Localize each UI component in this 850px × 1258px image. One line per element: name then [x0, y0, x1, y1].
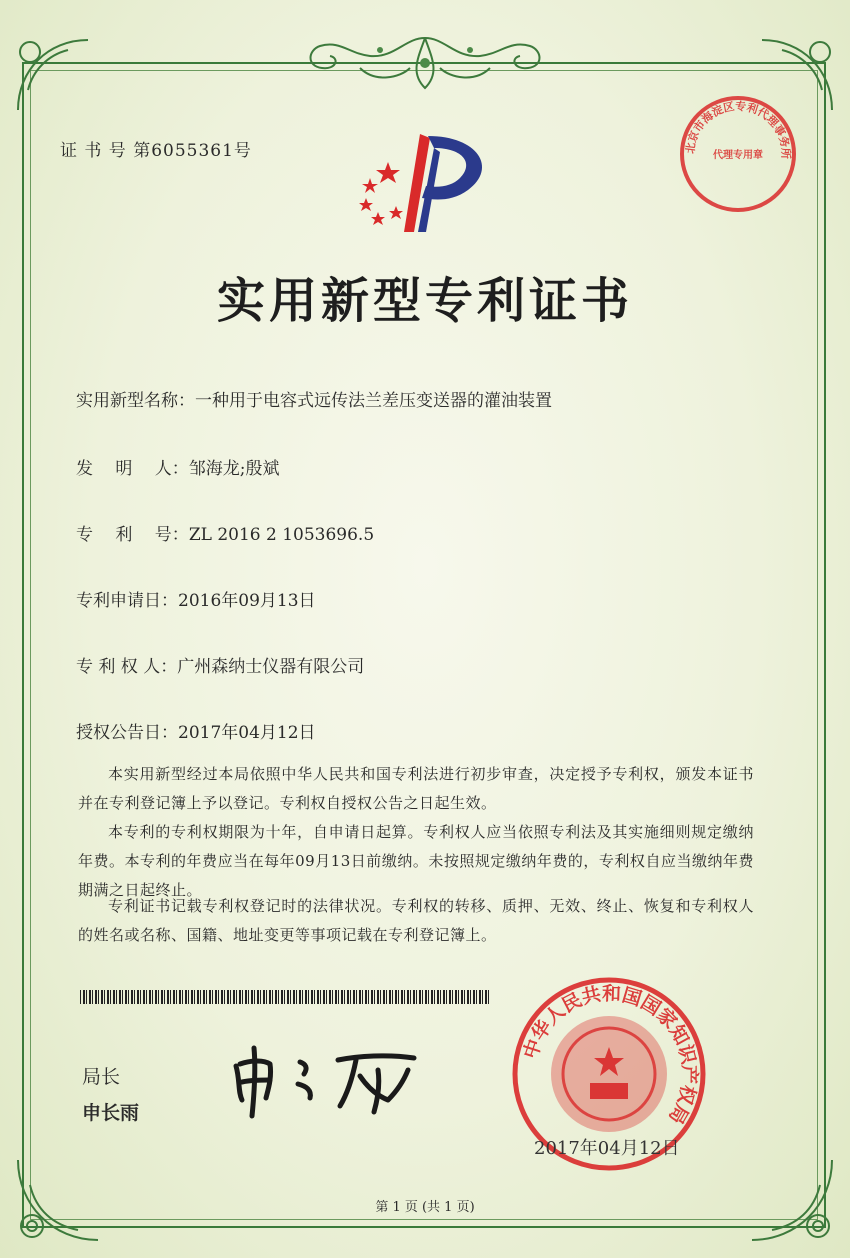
field-value: 广州森纳士仪器有限公司 — [177, 657, 365, 677]
patent-office-logo-icon — [348, 128, 498, 240]
field-label: 授权公告日： — [76, 723, 178, 743]
field-patent-number — [76, 520, 374, 545]
seal-date: 2017年04月12日 — [534, 1138, 680, 1159]
certificate-number: 证 书 号 第6055361号 — [60, 141, 252, 161]
field-value: 一种用于电容式远传法兰差压变送器的灌油装置 — [195, 391, 552, 411]
field-inventors — [76, 454, 280, 479]
certificate-title: 实用新型专利证书 — [216, 273, 633, 329]
director-label: 局长 — [82, 1066, 121, 1088]
national-seal-outer-text: 中华人民共和国国家知识产权局 — [519, 982, 701, 1128]
field-value: ZL 2016 2 1053696.5 — [188, 525, 375, 545]
page-footer: 第 1 页 (共 1 页) — [375, 1200, 475, 1215]
body-paragraph-1: 本实用新型经过本局依照中华人民共和国专利法进行初步审查，决定授予专利权，颁发本证书并在专利登记簿上予以登记。专利权自授权公告之日起生效。 — [78, 765, 754, 812]
field-label: 专 利 号： — [76, 525, 189, 545]
field-value: 邹海龙;殷斌 — [188, 459, 280, 479]
field-label: 专利申请日： — [76, 591, 178, 611]
director-name: 申长雨 — [82, 1102, 140, 1124]
agency-seal-outer-text: 北京市海淀区专利代理事务所 — [683, 99, 793, 160]
barcode — [80, 990, 490, 1004]
field-utility-model-name — [76, 386, 552, 411]
corner-ornament-top-left-icon — [8, 30, 98, 120]
agency-seal-center-text: 代理专用章 — [713, 150, 763, 161]
field-value: 2017年04月12日 — [178, 723, 316, 743]
field-value: 2016年09月13日 — [178, 591, 316, 611]
field-grant-date — [76, 718, 316, 743]
field-patentee — [76, 652, 364, 677]
body-paragraph-2: 本专利的专利权期限为十年，自申请日起算。专利权人应当依照专利法及其实施细则规定缴纳年费。本专利的年费应当在每年09月13日前缴纳。未按照规定缴纳年费的，专利权自应当缴纳年费期满之日起终止。 — [78, 823, 754, 899]
body-paragraph-3: 专利证书记载专利权登记时的法律状况。专利权的转移、质押、无效、终止、恢复和专利权人的姓名或名称、国籍、地址变更等事项记载在专利登记簿上。 — [78, 897, 754, 944]
field-application-date — [76, 586, 316, 611]
field-label: 专 利 权 人： — [76, 657, 178, 677]
field-label: 实用新型名称： — [76, 391, 195, 411]
director-signature-icon — [228, 1040, 428, 1120]
field-label: 发 明 人： — [76, 459, 189, 479]
top-ornament-icon — [300, 28, 550, 98]
agency-seal-icon — [676, 92, 800, 216]
